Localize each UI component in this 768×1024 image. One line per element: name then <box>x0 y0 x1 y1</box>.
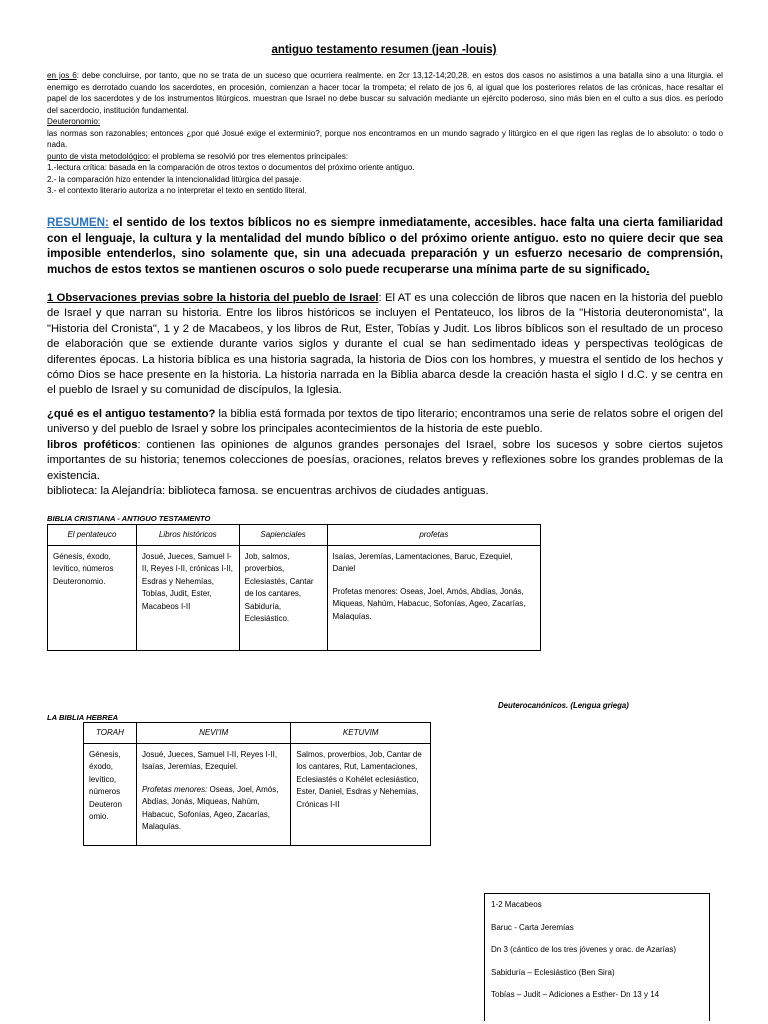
table-header-row <box>84 723 431 744</box>
neviim-libros: Josué, Jueces, Samuel I-II, Reyes I-II, Isaías, Jeremías, Ezequiel. <box>141 750 278 772</box>
resumen-end: . <box>646 262 650 276</box>
jos-paragraph <box>47 70 723 116</box>
intro-section <box>47 70 723 197</box>
que-es-heading: ¿qué es el antiguo testamento? <box>47 408 216 420</box>
method-point-2: 2.- la comparación hizo entender la intencionalidad litúrgica del pasaje. <box>47 174 302 184</box>
table-header-row <box>48 525 541 546</box>
deuterocanonicos-label: Deuterocanónicos. (Lengua griega) <box>498 701 629 710</box>
document-title: antiguo testamento resumen (jean -louis) <box>271 44 497 56</box>
method-label: punto de vista metodológico: <box>47 151 151 161</box>
neviim-menores-text: Oseas, Joel, Amós, Abdías, Jonás, Miqueas, Nahúm, Habacuc, Sofonías, Ageo, Zacarías, Malaquías. <box>141 784 279 832</box>
tabla-hebrea <box>83 722 431 846</box>
table-cell-ketuvim: Salmos, proverbios, Job, Cantar de los cantares, Rut, Lamentaciones, Eclesiastés o Kohélet eclesiástico, Ester, Daniel, Esdras y Nehemías, Crónicas I-II <box>291 744 431 846</box>
observaciones-section <box>47 291 723 399</box>
observaciones-heading: 1 Observaciones previas sobre la historia del pueblo de Israel <box>47 292 379 304</box>
table-header-cell: TORAH <box>84 723 137 744</box>
list-item: Sabiduría – Eclesiástico (Ben Sira) <box>491 967 615 977</box>
table-cell-neviim <box>136 744 290 846</box>
tabla-cristiana-caption: BIBLIA CRISTIANA - ANTIGUO TESTAMENTO <box>47 514 211 523</box>
resumen-paragraph <box>47 215 723 277</box>
table-cell-historicos: Josué, Jueces, Samuel I-II, Reyes I-II, crónicas I-II, Esdras y Nehemías, Tobías, Judit, Ester, Macabeos I-II <box>136 546 239 651</box>
profeticos-text: : contienen las opiniones de algunos grandes personajes del Israel, sobre los sucesos y sobre ciertos sujetos importantes de su historia; tenemos colecciones de poesías, oraciones, relatos breves y reflexiones sobre los grandes problemas de la existencia. <box>47 438 723 482</box>
que-es-paragraph <box>47 407 723 438</box>
table-header-cell: profetas <box>327 525 540 546</box>
profetas-mayores: Isaías, Jeremías, Lamentaciones, Baruc, Ezequiel, Daniel <box>332 552 513 574</box>
neviim-menores <box>142 784 285 834</box>
list-item: Baruc - Carta Jeremías <box>491 922 574 932</box>
tabla-cristiana <box>47 524 541 651</box>
jos-label: en jos 6 <box>47 71 77 80</box>
resumen-text: el sentido de los textos bíblicos no es siempre inmediatamente, accesibles. hace falta una cierta familiaridad con el lenguaje, la cultura y la mentalidad del mundo bíblico o del próximo oriente antiguo. esto no quiere decir que sea imposible entenderlos, sino solamente que, sin una adecuada preparación y un esfuerzo necesario de comprensión, muchos de estos textos se mantienen oscuros o solo puede recuperarse una mínima parte de su significado <box>47 216 723 276</box>
method-text: el problema se resolvió por tres elementos principales: <box>150 151 348 161</box>
neviim-menores-label: Profetas menores: <box>141 784 208 794</box>
table-cell-profetas <box>327 546 540 651</box>
list-item: Tobías – Judit – Adiciones a Esther- Dn 13 y 14 <box>491 990 660 999</box>
deuteronomio-paragraph: las normas son razonables; entonces ¿por qué Josué exige el exterminio?, porque nos encontramos en un mundo sagrado y litúrgico en el que rigen las reglas de lo absoluto: o todo o nada. <box>47 128 723 149</box>
table-header-cell: NEVI'IM <box>136 723 290 744</box>
resumen-label: RESUMEN: <box>47 216 109 229</box>
que-es-section <box>47 407 723 499</box>
table-cell-sapienciales: Job, salmos, proverbios, Eclesiastés, Cantar de los cantares, Sabiduría, Eclesiástico. <box>239 546 327 651</box>
deut-label: Deuteronomio: <box>47 117 101 126</box>
table-cell-torah: Génesis, éxodo, levítico, números Deuteron omio. <box>84 744 137 846</box>
table-header-cell: Libros históricos <box>136 525 239 546</box>
table-header-cell: El pentateuco <box>48 525 137 546</box>
method-point-3: 3.- el contexto literario autoriza a no interpretar el texto en sentido literal. <box>47 186 307 195</box>
table-header-cell: Sapienciales <box>239 525 327 546</box>
table-header-cell: KETUVIM <box>291 723 431 744</box>
profeticos-paragraph <box>47 438 723 484</box>
list-item: Dn 3 (cántico de los tres jóvenes y orac. de Azarías) <box>491 945 676 954</box>
observaciones-paragraph <box>47 291 723 399</box>
jos-text: : debe concluirse, por tanto, que no se trata de un suceso que ocurriera realmente. en 2cr 13,12-14;20,28. en estos dos casos no asistimos a una batalla sino a una liturgia. el enemigo es derrotado cuando los sacerdotes, en procesión, comienzan a hacer tocar la trompeta; el relato de jos 6, al igual que los posteriores relatos de las crónicas, hace resaltar el papel de los sacerdotes y de los instrumentos litúrgicos. muestran que Israel no debe buscar su salvación mediante un ejército poderoso, sino más bien en el culto a sus dios. es periodo del sacerdocio, institución fundamental. <box>47 71 723 115</box>
observaciones-text: : El AT es una colección de libros que nacen en la historia del pueblo de Israel y que narran su historia. Entre los libros históricos se incluyen el Pentateuco, los libros de la "Historia deuteronomista", la "Historia del Cronista", 1 y 2 de Macabeos, y los libros de Rut, Ester, Tobías y Judit. Los libros bíblicos son el resultado de un proceso de elaboración que se extiende durante varios siglos y durante el cual se han sedimentado ideas y perspectivas teológicas de diferentes épocas. La historia bíblica es una historia sagrada, la historia de Dios con los hombres, y muestra el sentido de los hechos y cómo Dios se hace presente en la historia. La historia narrada en la Biblia abarca desde la creación hasta el siglo I d.C. y se centra en el pueblo de Israel y su comunidad de discípulos, la Iglesia. <box>47 292 723 397</box>
biblioteca-paragraph: biblioteca: la Alejandría: biblioteca famosa. se encuentras archivos de ciudades antiguas. <box>47 485 489 498</box>
deuterocanonicos-box <box>484 893 710 1021</box>
table-row <box>84 744 431 846</box>
que-es-text: la biblia está formada por textos de tipo literario; encontramos una serie de relatos sobre el origen del universo y del pueblo de Israel y sobre los principales acontecimientos de la historia de este pueblo. <box>47 408 723 436</box>
profetas-menores: Profetas menores: Oseas, Joel, Amós, Abdías, Jonás, Miqueas, Nahúm, Habacuc, Sofonías, Ageo, Zacarías, Malaquías. <box>332 586 526 621</box>
method-paragraph <box>47 151 723 163</box>
profeticos-heading: libros proféticos <box>47 438 138 451</box>
list-item: 1-2 Macabeos <box>491 900 542 909</box>
table-row <box>48 546 541 651</box>
table-cell-pentateuco: Génesis, éxodo, levítico, números Deuteronomio. <box>48 546 137 651</box>
tabla-hebrea-caption: LA BIBLIA HEBREA <box>47 713 119 722</box>
method-point-1: 1.-lectura crítica: basada en la comparación de otros textos o documentos del próximo oriente antiguo. <box>47 163 415 172</box>
deuteronomio-heading <box>47 116 723 128</box>
